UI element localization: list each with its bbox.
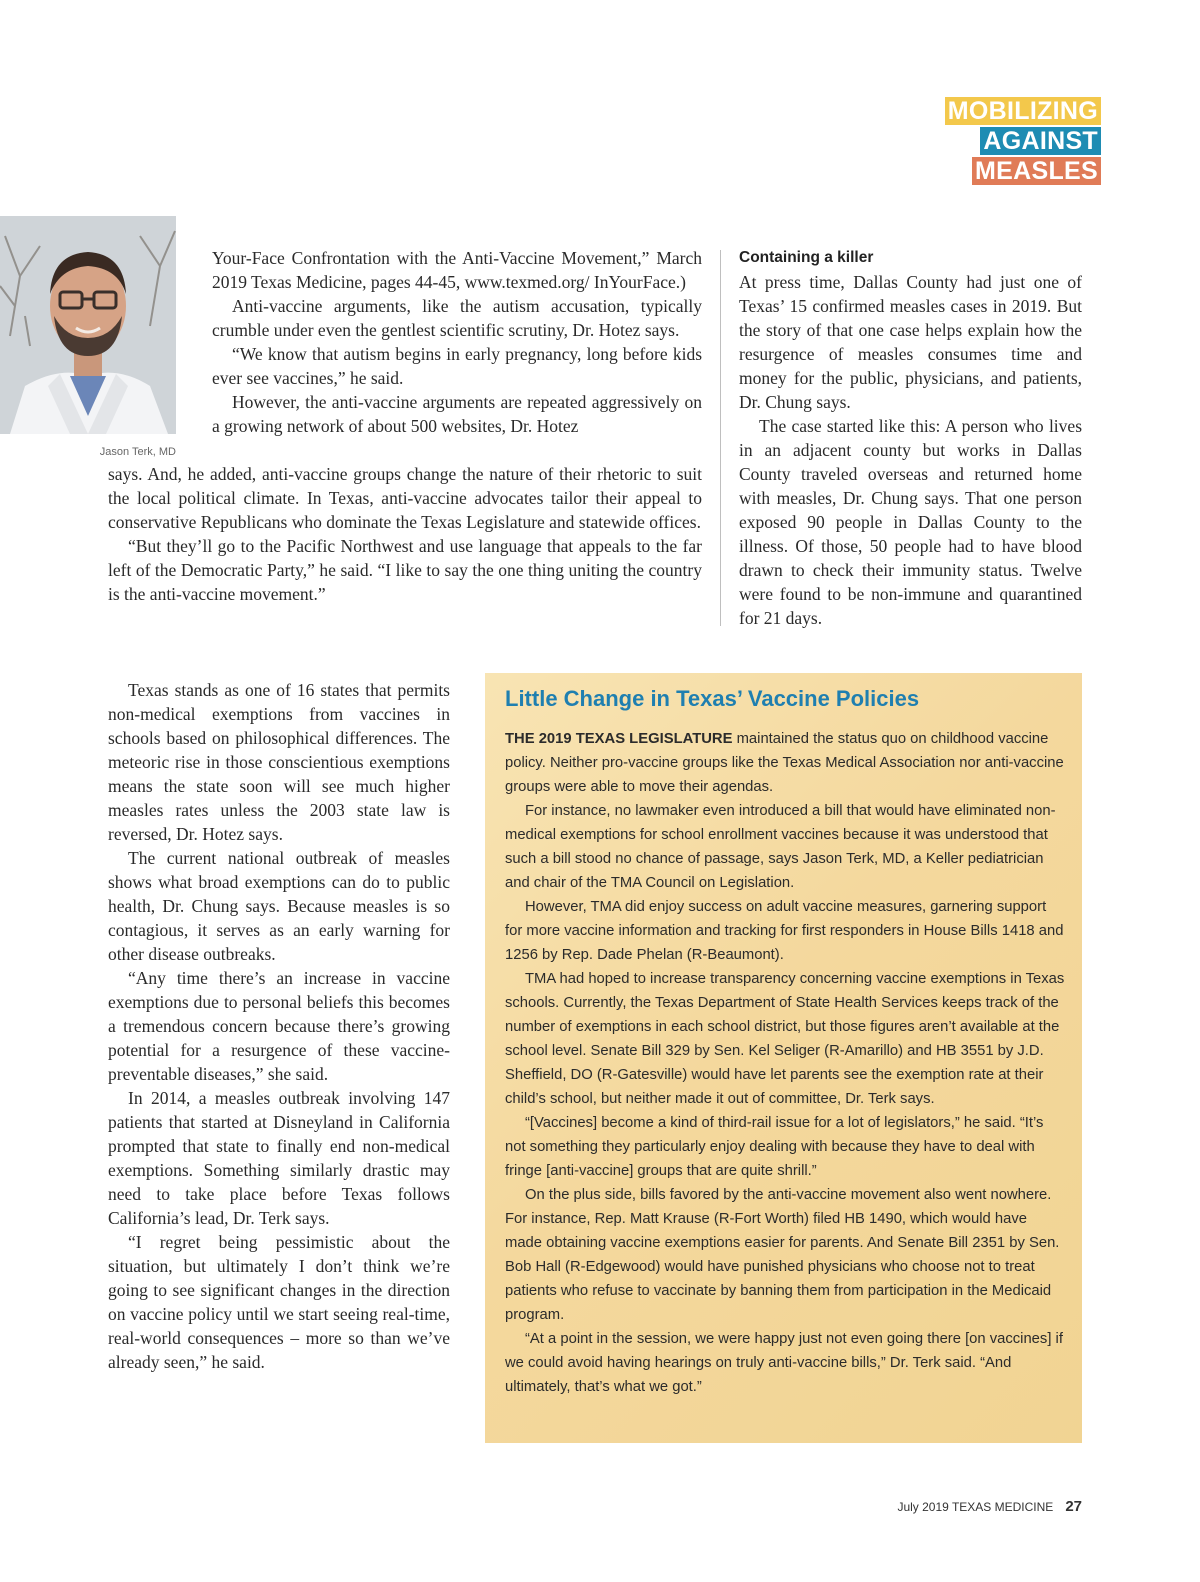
article-column-wide bbox=[108, 462, 702, 606]
sidebar-paragraph: “[Vaccines] become a kind of third-rail issue for a lot of legislators,” he said. “It’s not something they particularly enjoy dealing with because they have to deal with fringe [anti-vaccine] groups that are quite shrill.” bbox=[505, 1115, 1044, 1179]
sidebar-lead-text: maintained the status quo on childhood vaccine policy. Neither pro-vaccine groups like the Texas Medical Association nor anti-vaccine groups were able to move their agendas. bbox=[505, 731, 1064, 795]
article-paragraph: Anti-vaccine arguments, like the autism accusation, typically crumble under even the gentlest scientific scrutiny, Dr. Hotez says. bbox=[212, 296, 702, 340]
section-tag-line2: AGAINST bbox=[980, 127, 1101, 155]
article-column-right bbox=[739, 246, 1082, 630]
page-footer bbox=[897, 1498, 1082, 1515]
sidebar-paragraph: For instance, no lawmaker even introduced a bill that would have eliminated non-medical exemptions for school enrollment vaccines because it was understood that such a bill stood no chance of passage, says Jason Terk, MD, a Keller pediatrician and chair of the TMA Council on Legislation. bbox=[505, 803, 1056, 891]
sidebar-lead-in: THE 2019 TEXAS LEGISLATURE bbox=[505, 731, 733, 747]
section-tag-line3: MEASLES bbox=[972, 157, 1101, 185]
article-paragraph: Your-Face Confrontation with the Anti-Vaccine Movement,” March 2019 Texas Medicine, pages 44-45, www.texmed.org/ InYourFace.) bbox=[212, 248, 702, 292]
sidebar-box bbox=[485, 673, 1082, 1443]
sidebar-paragraph: However, TMA did enjoy success on adult vaccine measures, garnering support for more vaccine information and tracking for first responders in House Bills 1418 and 1256 by Rep. Dade Phelan (R-Beaumont). bbox=[505, 899, 1064, 963]
article-paragraph: “I regret being pessimistic about the situation, but ultimately I don’t think we’re going to see significant changes in the direction on vaccine policy until we start seeing real-time, real-world consequences – more so than we’ve already seen,” he said. bbox=[108, 1232, 450, 1372]
article-paragraph: says. And, he added, anti-vaccine groups change the nature of their rhetoric to suit the local political climate. In Texas, anti-vaccine advocates tailor their appeal to conservative Republicans who dominate the Texas Legislature and statewide offices. bbox=[108, 464, 702, 532]
article-paragraph: “We know that autism begins in early pregnancy, long before kids ever see vaccines,” he said. bbox=[212, 344, 702, 388]
article-paragraph: “Any time there’s an increase in vaccine exemptions due to personal beliefs this becomes a tremendous concern because there’s growing potential for a resurgence of these vaccine-preventable diseases,” she said. bbox=[108, 968, 450, 1084]
article-paragraph: At press time, Dallas County had just one of Texas’ 15 confirmed measles cases in 2019. But the story of that one case helps explain how the resurgence of measles consumes time and money for the public, physicians, and patients, Dr. Chung says. bbox=[739, 272, 1082, 412]
section-tag-line1: MOBILIZING bbox=[945, 97, 1101, 125]
footer-issue-date: July 2019 bbox=[897, 1500, 949, 1514]
article-paragraph: Texas stands as one of 16 states that permits non-medical exemptions from vaccines in schools based on philosophical differences. The meteoric rise in those conscientious exemptions means the state soon will see much higher measles rates unless the 2003 state law is reversed, Dr. Hotez says. bbox=[108, 680, 450, 844]
article-column-narrow bbox=[108, 678, 450, 1374]
footer-publication: TEXAS MEDICINE bbox=[951, 1500, 1054, 1514]
column-divider bbox=[720, 250, 721, 626]
article-paragraph: The current national outbreak of measles shows what broad exemptions can do to public health, Dr. Chung says. Because measles is so contagious, it serves as an early warning for other disease outbreaks. bbox=[108, 848, 450, 964]
article-paragraph: “But they’ll go to the Pacific Northwest and use language that appeals to the far left of the Democratic Party,” he said. “I like to say the one thing uniting the country is the anti-vaccine movement.” bbox=[108, 536, 702, 604]
portrait-photo bbox=[0, 216, 176, 434]
sidebar-paragraph: On the plus side, bills favored by the anti-vaccine movement also went nowhere. For instance, Rep. Matt Krause (R-Fort Worth) filed HB 1490, which would have made obtaining vaccine exemptions easier for parents. And Senate Bill 2351 by Sen. Bob Hall (R-Edgewood) would have punished physicians who choose not to treat patients who refuse to vaccinate by banning them from participation in the Medicaid program. bbox=[505, 1187, 1060, 1323]
article-paragraph: The case started like this: A person who lives in an adjacent county but works in Dallas County traveled overseas and returned home with measles, Dr. Chung says. That one person exposed 90 people in Dallas County to the illness. Of those, 50 people had to have blood drawn to check their immunity status. Twelve were found to be non-immune and quarantined for 21 days. bbox=[739, 416, 1082, 628]
article-paragraph: However, the anti-vaccine arguments are repeated aggressively on a growing network of about 500 websites, Dr. Hotez bbox=[212, 392, 702, 436]
page-number: 27 bbox=[1065, 1498, 1082, 1515]
sidebar-paragraph: TMA had hoped to increase transparency concerning vaccine exemptions in Texas schools. Currently, the Texas Department of State Health Services keeps track of the number of exemptions in each school district, but those figures aren’t available at the school level. Senate Bill 329 by Sen. Kel Seliger (R-Amarillo) and HB 3551 by J.D. Sheffield, DO (R-Gatesville) would have let parents see the exemption rate at their child’s school, but neither made it out of committee, Dr. Terk says. bbox=[505, 971, 1065, 1107]
article-paragraph: In 2014, a measles outbreak involving 147 patients that started at Disneyland in California prompted that state to finally end non-medical exemptions. Something similarly drastic may need to take place before Texas follows California’s lead, Dr. Terk says. bbox=[108, 1088, 450, 1228]
sidebar-title: Little Change in Texas’ Vaccine Policies bbox=[505, 686, 920, 711]
sidebar-paragraph bbox=[505, 727, 1065, 799]
photo-caption: Jason Terk, MD bbox=[99, 446, 176, 458]
sidebar-paragraph: “At a point in the session, we were happy just not even going there [on vaccines] if we could avoid having hearings on truly anti-vaccine bills,” Dr. Terk said. “And ultimately, that’s what we got.” bbox=[505, 1331, 1063, 1395]
portrait-illustration bbox=[0, 216, 176, 434]
article-column-top-left bbox=[212, 246, 702, 438]
section-subhead: Containing a killer bbox=[739, 249, 874, 266]
footer-issue-info bbox=[897, 1500, 1053, 1514]
section-tag bbox=[945, 97, 1101, 185]
